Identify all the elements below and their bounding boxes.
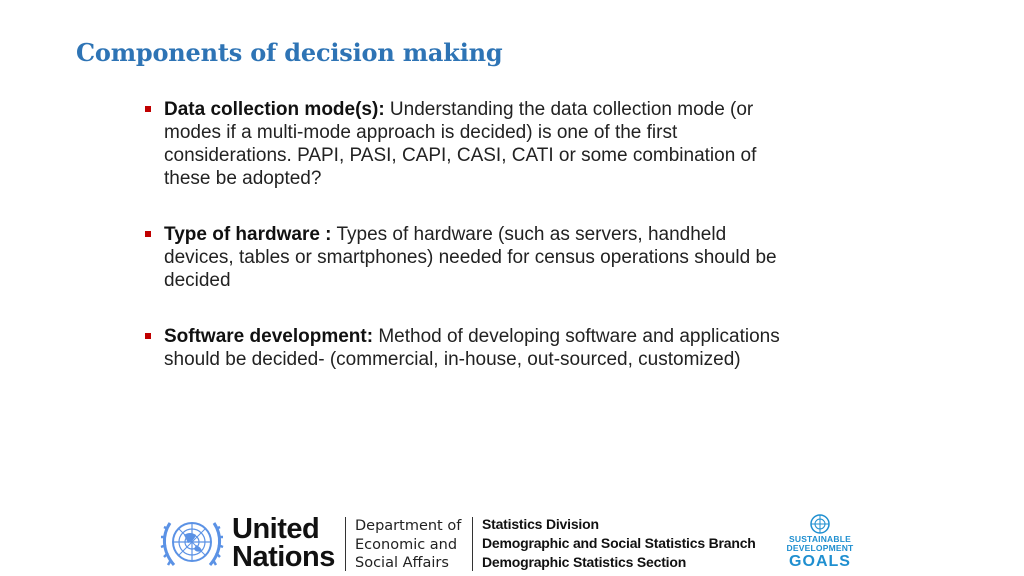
desa-line: Economic and: [355, 536, 458, 553]
sdg-line: SUSTAINABLE: [788, 534, 851, 544]
desa-label: [355, 517, 461, 573]
bullet-type-of-hardware: [145, 223, 785, 292]
desa-line: Social Affairs: [355, 555, 449, 571]
bullet-term: Type of hardware :: [164, 224, 332, 245]
sdg-logo: [784, 513, 856, 573]
un-wordmark-line: Nations: [232, 541, 335, 573]
un-emblem-icon: [160, 515, 224, 571]
bullet-text: Types of hardware (such as servers, handheld devices, tables or smartphones) needed for census operations should be decided: [164, 224, 777, 291]
bullet-software-development: [145, 325, 785, 371]
division-line: Demographic Statistics Section: [482, 554, 687, 570]
bullet-data-collection-mode: [145, 98, 785, 190]
un-wordmark: [232, 515, 335, 571]
bullet-text: Understanding the data collection mode (or modes if a multi-mode approach is decided) is one of the first considerations. PAPI, PASI, CAPI, CASI, CATI or some combination of these be adopted?: [164, 99, 757, 189]
bullet-list: [145, 98, 785, 404]
slide-title: Components of decision making: [76, 38, 503, 67]
sdg-emblem-icon: [809, 513, 831, 535]
sdg-goals: GOALS: [789, 553, 851, 570]
bullet-term: Software development:: [164, 326, 374, 347]
footer-divider: [472, 517, 473, 571]
division-line: Demographic and Social Statistics Branch: [482, 535, 756, 551]
division-label: [482, 515, 756, 572]
bullet-term: Data collection mode(s):: [164, 99, 385, 120]
sdg-line: DEVELOPMENT: [786, 543, 854, 553]
footer: [0, 505, 1024, 576]
division-line: Statistics Division: [482, 516, 599, 532]
square-bullet-icon: [145, 231, 151, 237]
bullet-text: Method of developing software and applications should be decided- (commercial, in-house, out-sourced, customized): [164, 326, 780, 370]
square-bullet-icon: [145, 106, 151, 112]
footer-divider: [345, 517, 346, 571]
desa-line: Department of: [355, 518, 462, 534]
un-wordmark-line: United: [232, 513, 320, 545]
square-bullet-icon: [145, 333, 151, 339]
